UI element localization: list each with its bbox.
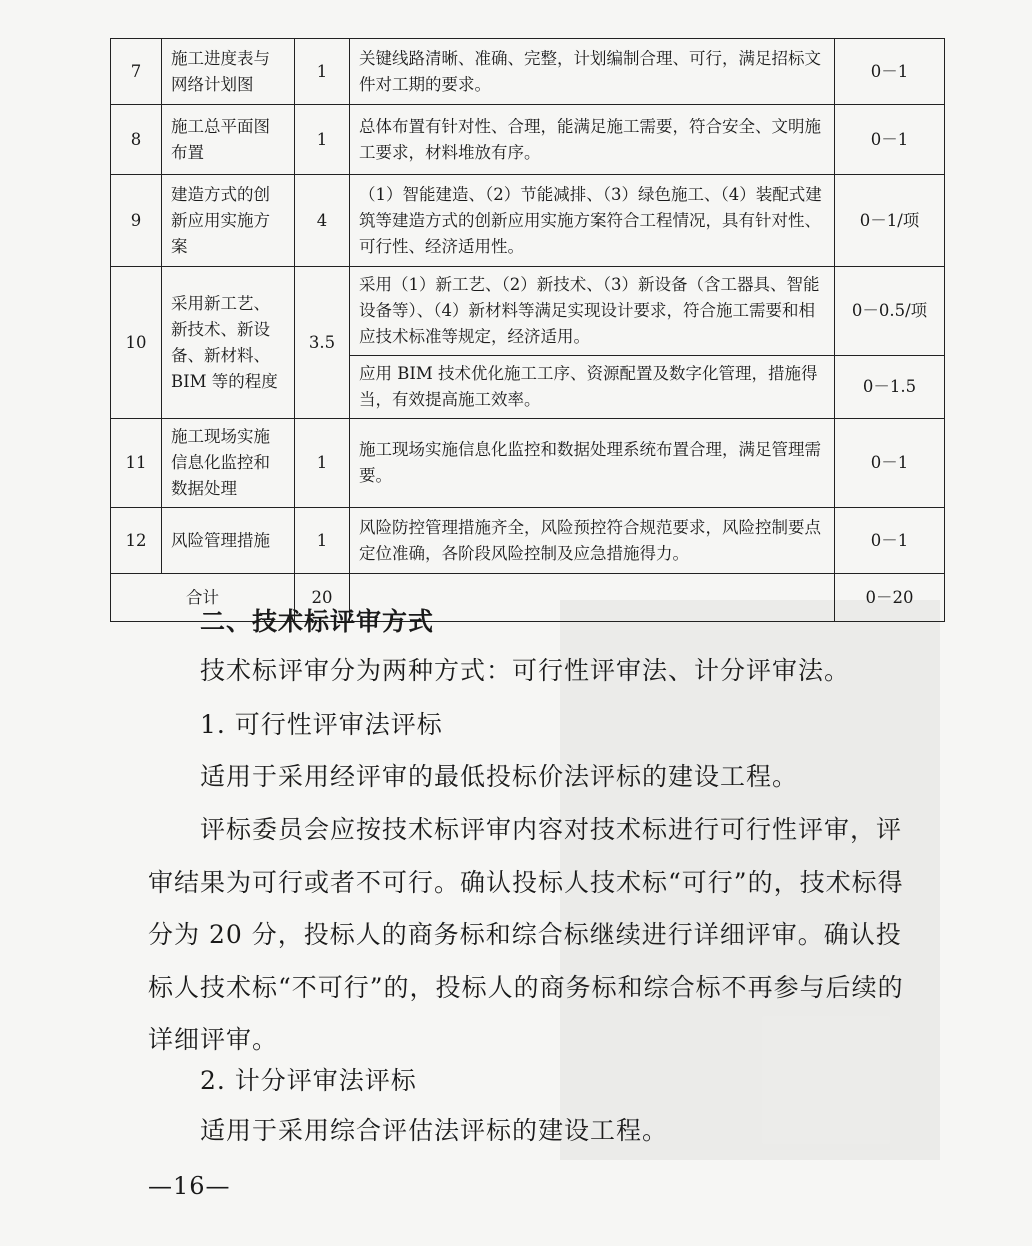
row-standard: （1）智能建造、（2）节能减排、（3）绿色施工、（4）装配式建筑等建造方式的创新应用实施方案符合工程情况，具有针对性、可行性、经济适用性。 (350, 175, 835, 267)
row-points: 4 (295, 175, 350, 267)
row-number: 9 (111, 175, 162, 267)
table-row (111, 419, 945, 508)
total-points: 20 (295, 574, 350, 622)
row-item: 建造方式的创新应用实施方案 (162, 175, 295, 267)
row-item: 施工现场实施信息化监控和数据处理 (162, 419, 295, 508)
row-range: 0－1 (835, 419, 945, 508)
section-intro: 技术标评审分为两种方式：可行性评审法、计分评审法。 (200, 656, 851, 685)
row-range: 0－1 (835, 39, 945, 105)
row-number: 11 (111, 419, 162, 508)
table-row (111, 105, 945, 175)
row-standard: 采用（1）新工艺、（2）新技术、（3）新设备（含工器具、智能设备等）、（4）新材料等满足实现设计要求，符合施工需要和相应技术标准等规定，经济适用。 (350, 267, 835, 356)
row-number: 7 (111, 39, 162, 105)
subsection-2-scope: 适用于采用综合评估法评标的建设工程。 (200, 1116, 669, 1145)
row-range: 0－0.5/项 (835, 267, 945, 356)
row-number: 8 (111, 105, 162, 175)
row-standard-bim: 应用 BIM 技术优化施工工序、资源配置及数字化管理，措施得当，有效提高施工效率。 (350, 356, 835, 419)
row-standard: 总体布置有针对性、合理，能满足施工需要，符合安全、文明施工要求，材料堆放有序。 (350, 105, 835, 175)
table-row (111, 39, 945, 105)
row-points: 3.5 (295, 267, 350, 419)
total-label: 合计 (111, 574, 295, 622)
row-points: 1 (295, 419, 350, 508)
row-standard: 风险防控管理措施齐全，风险预控符合规范要求，风险控制要点定位准确，各阶段风险控制及应急措施得力。 (350, 508, 835, 574)
row-standard: 关键线路清晰、准确、完整，计划编制合理、可行，满足招标文件对工期的要求。 (350, 39, 835, 105)
row-range: 0－1 (835, 105, 945, 175)
row-points: 1 (295, 39, 350, 105)
row-item: 采用新工艺、新技术、新设备、新材料、BIM 等的程度 (162, 267, 295, 419)
row-item: 施工进度表与网络计划图 (162, 39, 295, 105)
subsection-1-title: 1. 可行性评审法评标 (200, 710, 443, 739)
row-standard: 施工现场实施信息化监控和数据处理系统布置合理，满足管理需要。 (350, 419, 835, 508)
row-number: 10 (111, 267, 162, 419)
row-points: 1 (295, 508, 350, 574)
row-range-bim: 0－1.5 (835, 356, 945, 419)
total-range: 0－20 (835, 574, 945, 622)
row-number: 12 (111, 508, 162, 574)
row-points: 1 (295, 105, 350, 175)
scoring-table (110, 38, 945, 622)
subsection-1-body: 评标委员会应按技术标评审内容对技术标进行可行性评审，评审结果为可行或者不可行。确认投标人技术标“可行”的，技术标得分为 20 分，投标人的商务标和综合标继续进行详细评审。确认投标人技术标“不可行”的，投标人的商务标和综合标不再参与后续的详细评审。 (148, 815, 904, 1054)
table-row (111, 175, 945, 267)
row-item: 施工总平面图布置 (162, 105, 295, 175)
subsection-2-title: 2. 计分评审法评标 (200, 1066, 417, 1095)
table-row (111, 267, 945, 356)
subsection-1-scope: 适用于采用经评审的最低投标价法评标的建设工程。 (200, 762, 799, 791)
row-range: 0－1/项 (835, 175, 945, 267)
section-title: 二、技术标评审方式 (200, 607, 435, 636)
row-item: 风险管理措施 (162, 508, 295, 574)
table-row (111, 508, 945, 574)
row-range: 0－1 (835, 508, 945, 574)
page-number: —16— (148, 1172, 231, 1200)
